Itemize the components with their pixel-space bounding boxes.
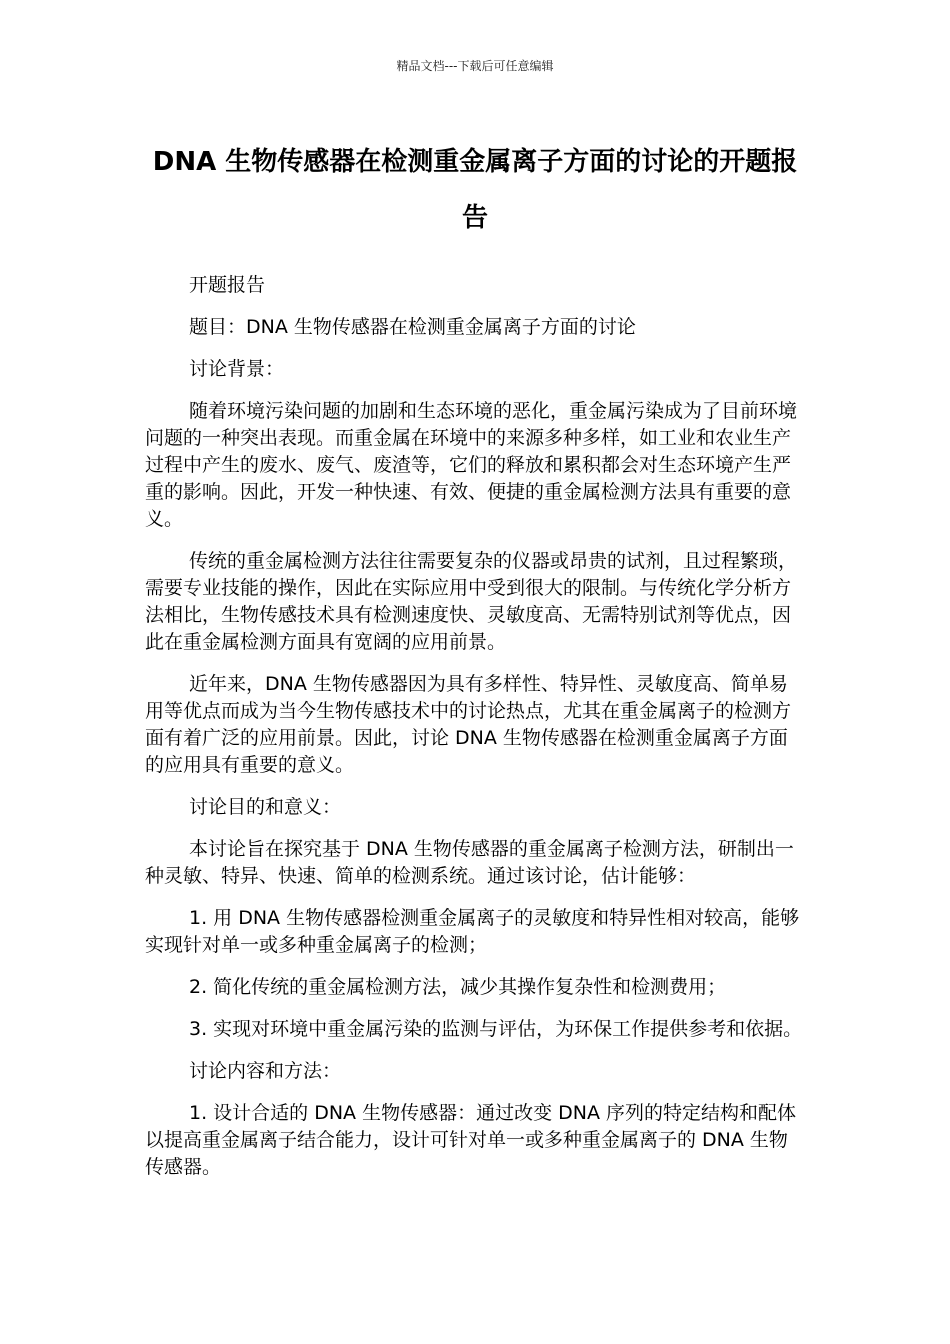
paragraph: 传统的重金属检测方法往往需要复杂的仪器或昂贵的试剂，且过程繁琐，需要专业技能的操作，因此在实际应用中受到很大的限制。与传统化学分析方法相比，生物传感技术具有检测速度快、灵敏度高、无需特别试剂等优点，因此在重金属检测方面具有宽阔的应用前景。 (145, 550, 798, 653)
paragraph: 开题报告 (189, 274, 266, 296)
paragraph: 1. 用 DNA 生物传感器检测重金属离子的灵敏度和特异性相对较高，能够实现针对单一或多种重金属离子的检测； (145, 907, 800, 956)
paragraph: 讨论内容和方法： (189, 1060, 342, 1082)
document-body (145, 272, 805, 1196)
paragraph: 本讨论旨在探究基于 DNA 生物传感器的重金属离子检测方法，研制出一种灵敏、特异、快速、简单的检测系统。通过该讨论，估计能够： (145, 838, 794, 887)
page-header: 精品文档---下载后可任意编辑 (396, 59, 554, 73)
paragraph: 近年来，DNA 生物传感器因为具有多样性、特异性、灵敏度高、简单易用等优点而成为当今生物传感技术中的讨论热点，尤其在重金属离子的检测方面有着广泛的应用前景。因此，讨论 DNA 生物传感器在检测重金属离子方面的应用具有重要的意义。 (145, 673, 792, 776)
document-title: DNA 生物传感器在检测重金属离子方面的讨论的开题报告 (152, 147, 798, 233)
paragraph: 3. 实现对环境中重金属污染的监测与评估，为环保工作提供参考和依据。 (189, 1018, 803, 1040)
paragraph: 随着环境污染问题的加剧和生态环境的恶化，重金属污染成为了目前环境问题的一种突出表现。而重金属在环境中的来源多种多样，如工业和农业生产过程中产生的废水、废气、废渣等，它们的释放和累积都会对生态环境产生严重的影响。因此，开发一种快速、有效、便捷的重金属检测方法具有重要的意义。 (145, 400, 798, 530)
paragraph: 讨论背景： (189, 358, 285, 380)
paragraph: 讨论目的和意义： (189, 796, 342, 818)
paragraph: 题目：DNA 生物传感器在检测重金属离子方面的讨论 (189, 316, 636, 338)
paragraph: 1. 设计合适的 DNA 生物传感器：通过改变 DNA 序列的特定结构和配体以提高重金属离子结合能力，设计可针对单一或多种重金属离子的 DNA 生物传感器。 (145, 1102, 797, 1178)
paragraph: 2. 简化传统的重金属检测方法，减少其操作复杂性和检测费用； (189, 976, 727, 998)
